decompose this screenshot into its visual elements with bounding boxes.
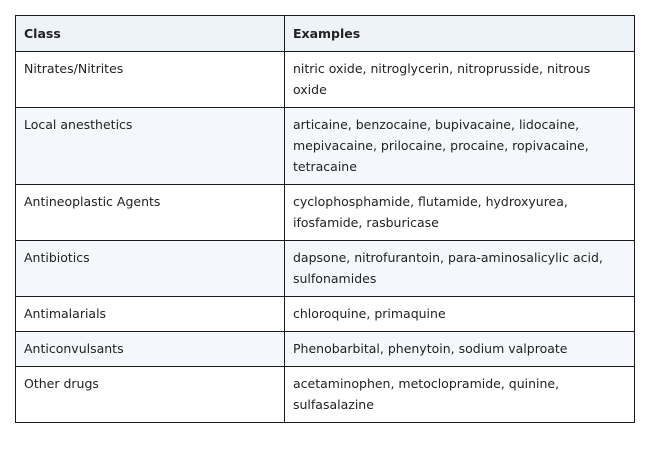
class-cell: Anticonvulsants bbox=[16, 332, 285, 367]
table-row bbox=[16, 241, 635, 297]
class-cell: Local anesthetics bbox=[16, 108, 285, 185]
examples-cell: nitric oxide, nitroglycerin, nitroprusside, nitrous oxide bbox=[285, 52, 635, 108]
table-row bbox=[16, 185, 635, 241]
table-row bbox=[16, 297, 635, 332]
drug-class-table bbox=[15, 15, 635, 423]
examples-cell: Phenobarbital, phenytoin, sodium valproate bbox=[285, 332, 635, 367]
examples-cell: dapsone, nitrofurantoin, para-aminosalicylic acid, sulfonamides bbox=[285, 241, 635, 297]
column-header-class: Class bbox=[16, 16, 285, 52]
column-header-examples: Examples bbox=[285, 16, 635, 52]
examples-cell: articaine, benzocaine, bupivacaine, lidocaine, mepivacaine, prilocaine, procaine, ropivacaine, tetracaine bbox=[285, 108, 635, 185]
table-row bbox=[16, 108, 635, 185]
table-row bbox=[16, 332, 635, 367]
table-row bbox=[16, 52, 635, 108]
table-header-row bbox=[16, 16, 635, 52]
class-cell: Other drugs bbox=[16, 367, 285, 423]
class-cell: Antibiotics bbox=[16, 241, 285, 297]
class-cell: Antineoplastic Agents bbox=[16, 185, 285, 241]
class-cell: Antimalarials bbox=[16, 297, 285, 332]
examples-cell: chloroquine, primaquine bbox=[285, 297, 635, 332]
examples-cell: acetaminophen, metoclopramide, quinine, sulfasalazine bbox=[285, 367, 635, 423]
examples-cell: cyclophosphamide, flutamide, hydroxyurea, ifosfamide, rasburicase bbox=[285, 185, 635, 241]
table-row bbox=[16, 367, 635, 423]
class-cell: Nitrates/Nitrites bbox=[16, 52, 285, 108]
